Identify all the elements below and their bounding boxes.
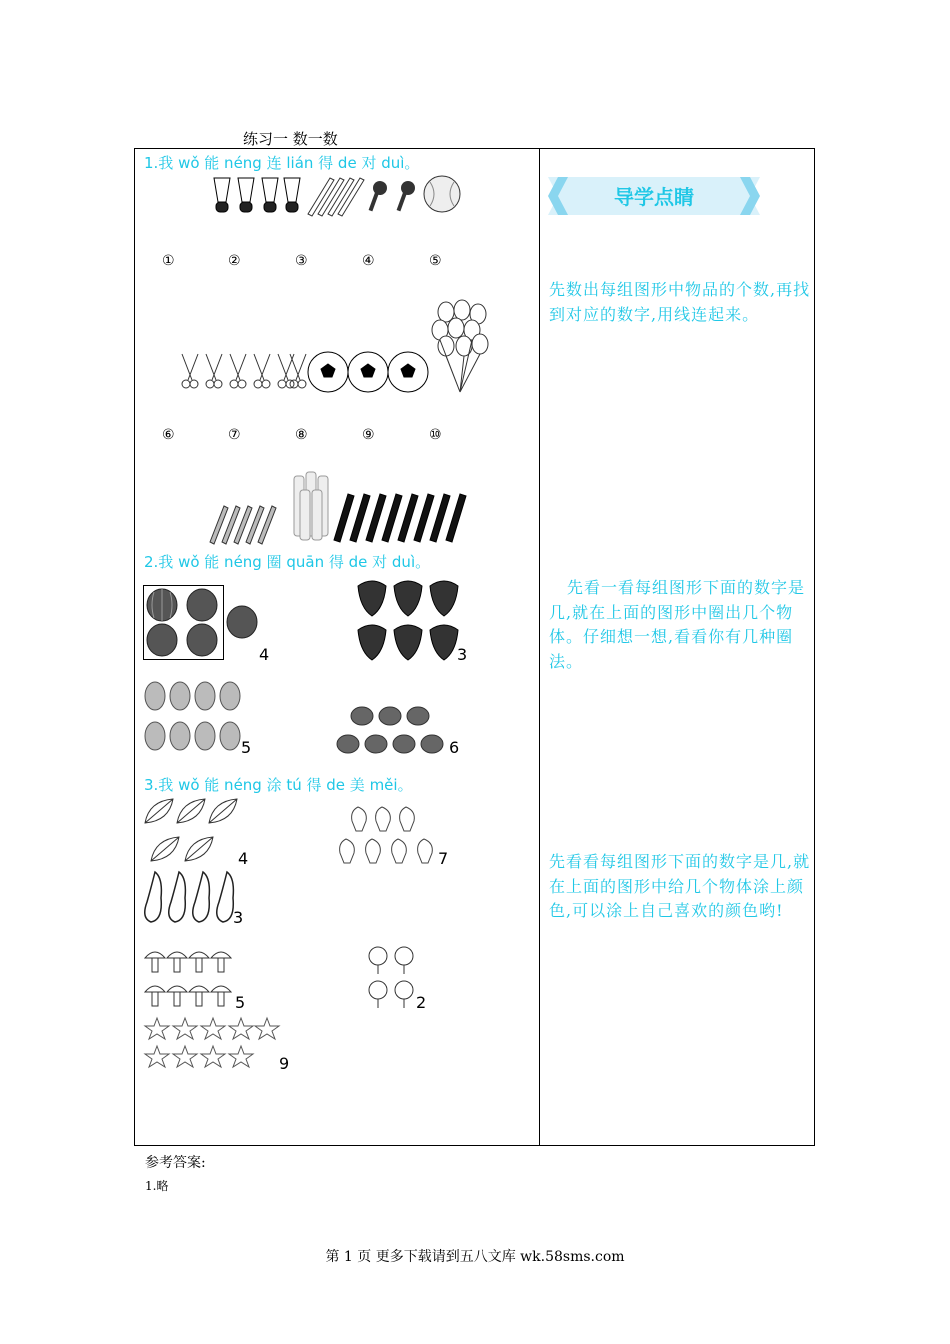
question-2-label: 2.我 wǒ 能 néng 圈 quān 得 de 对 duì。 bbox=[144, 553, 431, 571]
star-group bbox=[143, 1016, 283, 1072]
flower-icon bbox=[369, 947, 413, 1008]
page-title: 练习一 数一数 bbox=[243, 130, 338, 148]
brush-icon bbox=[210, 506, 276, 544]
cabbage-group bbox=[338, 803, 442, 867]
q1-number-2[interactable]: ② bbox=[228, 253, 241, 269]
flower-count: 2 bbox=[416, 993, 427, 1012]
q1-number-8[interactable]: ⑧ bbox=[295, 427, 308, 443]
eggplant-count: 3 bbox=[233, 908, 244, 927]
tomato-group bbox=[336, 704, 448, 756]
watermelon-group bbox=[146, 588, 266, 658]
q1-number-7[interactable]: ⑦ bbox=[228, 427, 241, 443]
question-1-label: 1.我 wǒ 能 néng 连 lián 得 de 对 duì。 bbox=[144, 154, 420, 172]
answers-heading: 参考答案: bbox=[145, 1155, 206, 1171]
q1-number-5[interactable]: ⑤ bbox=[429, 253, 442, 269]
hint-2: 先看一看每组图形下面的数字是几,就在上面的图形中圈出几个物体。仔细想一想,看看你有几种圈法。 bbox=[549, 578, 806, 671]
balloon-icon bbox=[432, 300, 488, 392]
cabbage-icon bbox=[340, 807, 433, 863]
strawberry-group bbox=[354, 572, 464, 662]
eggplant-icon bbox=[145, 872, 234, 922]
eggplant-group bbox=[143, 868, 239, 928]
q1-number-1[interactable]: ① bbox=[162, 253, 175, 269]
hint-3: 先看看每组图形下面的数字是几,就在上面的图形中给几个物体涂上颜色,可以涂上自己喜欢的颜色哟! bbox=[549, 852, 811, 920]
q1-number-6[interactable]: ⑥ bbox=[162, 427, 175, 443]
banner-title: 导学点睛 bbox=[614, 185, 694, 209]
pineapple-count: 5 bbox=[241, 738, 252, 757]
hint-1: 先数出每组图形中物品的个数,再找到对应的数字,用线连起来。 bbox=[549, 280, 811, 324]
tomato-icon bbox=[337, 707, 443, 753]
scissors-icon bbox=[182, 354, 306, 388]
q1-number-9[interactable]: ⑨ bbox=[362, 427, 375, 443]
flower-group bbox=[366, 944, 418, 1012]
q1-number-4[interactable]: ④ bbox=[362, 253, 375, 269]
star-count: 9 bbox=[279, 1054, 290, 1073]
watermelon-icon bbox=[147, 589, 257, 656]
leaf-count: 4 bbox=[238, 849, 249, 868]
mushroom-icon bbox=[145, 952, 231, 1006]
q1-row2-picture bbox=[178, 300, 498, 396]
q1-row1-picture bbox=[212, 176, 472, 220]
pencil-icon bbox=[308, 178, 364, 216]
q1-row3-picture bbox=[206, 470, 472, 546]
leaf-group bbox=[143, 797, 243, 867]
fountain-pen-icon bbox=[334, 494, 466, 542]
q1-number-3[interactable]: ③ bbox=[295, 253, 308, 269]
strawberry-count: 3 bbox=[457, 645, 468, 664]
question-3-label: 3.我 wǒ 能 néng 涂 tú 得 de 美 měi。 bbox=[144, 776, 413, 794]
soccer-ball-icon bbox=[308, 352, 428, 392]
q1-number-10[interactable]: ⑩ bbox=[429, 427, 442, 443]
cabbage-count: 7 bbox=[438, 849, 449, 868]
star-icon bbox=[145, 1018, 279, 1067]
key-icon bbox=[369, 181, 415, 211]
tomato-count: 6 bbox=[449, 738, 460, 757]
shuttlecock-icon bbox=[214, 178, 300, 212]
leaf-icon bbox=[145, 799, 237, 861]
strawberry-icon bbox=[358, 581, 458, 660]
table-divider bbox=[539, 148, 540, 1146]
watermelon-count: 4 bbox=[259, 645, 270, 664]
answer-1: 1.略 bbox=[145, 1179, 169, 1193]
baseball-icon bbox=[424, 176, 460, 212]
pineapple-group bbox=[143, 672, 243, 754]
toothpaste-icon bbox=[294, 472, 328, 540]
mushroom-count: 5 bbox=[235, 993, 246, 1012]
pineapple-icon bbox=[145, 682, 240, 750]
mushroom-group bbox=[143, 946, 239, 1012]
page-footer: 第 1 页 更多下载请到五八文库 wk.58sms.com bbox=[325, 1249, 625, 1265]
